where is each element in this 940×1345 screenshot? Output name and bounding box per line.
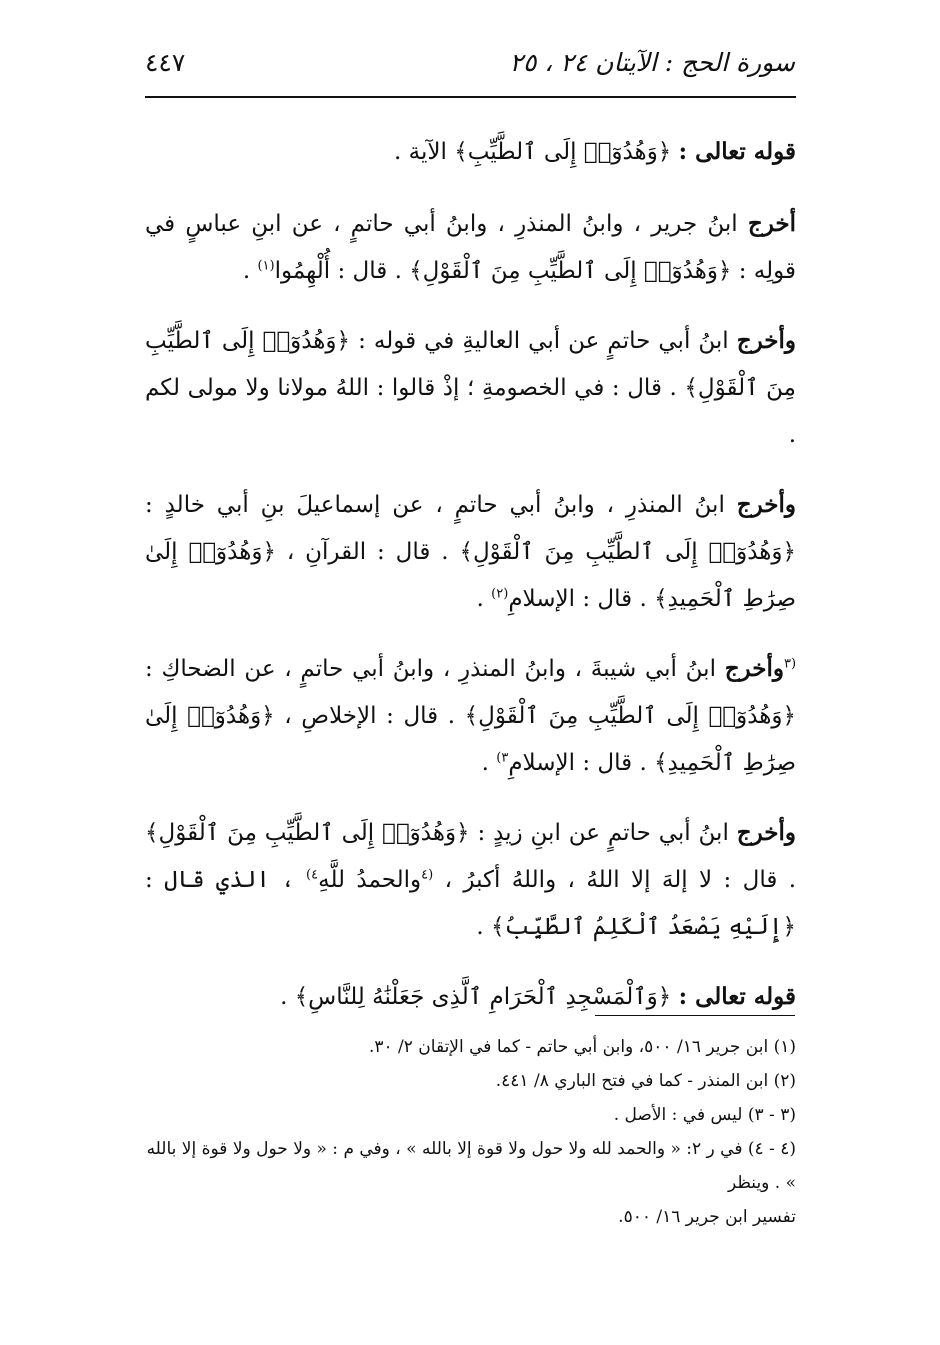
paragraph-1 bbox=[145, 200, 796, 295]
quran-quote: ﴿وَهُدُوٓا۟ إِلَى ٱلطَّيِّبِ مِنَ ٱلْقَوْلِ﴾ bbox=[409, 258, 732, 284]
footnote-ref: (٢) bbox=[491, 586, 509, 602]
quran-quote: ﴿وَهُدُوٓا۟ إِلَى ٱلطَّيِّبِ مِنَ ٱلْقَوْلِ﴾ bbox=[464, 703, 796, 729]
paragraph-tail: . قال : أُلْهِمُوا bbox=[274, 258, 402, 284]
quran-quote: ﴿وَهُدُوٓا۟ إِلَىٰ صِرَٰطِ ٱلْحَمِيدِ﴾ bbox=[145, 539, 796, 612]
paragraph-lead: وأخرج bbox=[736, 819, 797, 846]
paragraph-mid: . قال : القرآنِ ، bbox=[286, 539, 449, 565]
paragraph-text: ابنُ جرير ، وابنُ المنذرِ ، وابنُ أبي حاتمٍ ، عن ابنِ عباسٍ في قولِه : bbox=[145, 211, 796, 284]
heading-tail: الآية . bbox=[394, 139, 447, 165]
page-number: ٤٤٧ bbox=[145, 48, 186, 77]
paragraph-lead: وأخرج bbox=[736, 491, 796, 518]
footnote-ref: ٤) bbox=[306, 867, 319, 883]
page-header bbox=[145, 48, 795, 84]
paragraph-lead: أخرج bbox=[747, 210, 796, 237]
footnote-ref: ٣) bbox=[496, 750, 509, 766]
quran-quote: ﴿وَهُدُوٓا۟ إِلَى ٱلطَّيِّبِ﴾ bbox=[454, 139, 672, 165]
paragraph-mid: والحمدُ للَّهِ bbox=[318, 867, 422, 893]
paragraph-text: ابنُ أبي حاتمٍ عن أبي العاليةِ في قوله : bbox=[358, 328, 729, 354]
paragraph-end: . bbox=[476, 914, 484, 940]
paragraph-text: ابنُ أبي حاتمٍ عن ابنِ زيدٍ : bbox=[477, 820, 729, 846]
heading-lead: قوله تعالى : bbox=[678, 138, 796, 165]
paragraph-mid: . قال : الإخلاصِ ، bbox=[284, 703, 456, 729]
paragraph-2 bbox=[145, 317, 796, 459]
quran-quote: ﴿وَهُدُوٓا۟ إِلَى ٱلطَّيِّبِ مِنَ ٱلْقَوْلِ﴾ bbox=[459, 539, 796, 565]
quran-quote: ﴿وَهُدُوٓا۟ إِلَى ٱلطَّيِّبِ مِنَ ٱلْقَوْلِ﴾ bbox=[145, 820, 470, 846]
paragraph-lead: وأخرج bbox=[736, 327, 797, 354]
paragraph-5 bbox=[145, 809, 796, 951]
footnote-ref: (٤ bbox=[421, 867, 434, 883]
paragraph-mid: ، الذي قال : bbox=[145, 867, 295, 893]
paragraph-lead: وأخرج bbox=[724, 655, 784, 682]
quran-quote: ﴿وَهُدُوٓا۟ إِلَى ٱلطَّيِّبِ مِنَ ٱلْقَوْلِ﴾ bbox=[145, 328, 796, 401]
paragraph-4 bbox=[145, 645, 796, 787]
paragraph-end: . bbox=[476, 586, 484, 612]
paragraph-mid: . قال : لا إلهَ إلا اللهُ ، واللهُ أكبرُ ، bbox=[444, 867, 796, 893]
paragraph-tail: . قال : الإسلامِ bbox=[508, 586, 647, 612]
paragraph-end: . bbox=[242, 258, 251, 284]
quran-quote: ﴿إِلَيْهِ يَصْعَدُ ٱلْكَلِمُ ٱلطَّيِّبُ﴾ bbox=[491, 914, 796, 940]
footnote-ref: (٣ bbox=[783, 656, 797, 672]
footnote-4: (٤ - ٤) في ر ٢: « والحمد لله ولا حول ولا قوة إلا بالله » ، وفي م : « ولا حول ولا قوة إلا بالله » . وينظر bbox=[146, 1139, 796, 1193]
footnote-2: (٢) ابن المنذر - كما في فتح الباري ٨/ ٤٤١. bbox=[495, 1071, 796, 1091]
paragraph-text: ابنُ المنذرِ ، وابنُ أبي حاتمٍ ، عن إسماعيلَ بنِ أبي خالدٍ : bbox=[145, 492, 725, 518]
quran-quote: ﴿وَٱلْمَسْجِدِ ٱلْحَرَامِ ٱلَّذِى جَعَلْنَٰهُ لِلنَّاسِ﴾ bbox=[294, 984, 672, 1010]
footnotes bbox=[140, 1030, 796, 1234]
quran-quote: ﴿وَهُدُوٓا۟ إِلَىٰ صِرَٰطِ ٱلْحَمِيدِ﴾ bbox=[145, 703, 796, 776]
footnote-1: (١) ابن جرير ١٦/ ٥٠٠، وابن أبي حاتم - كما في الإتقان ٢/ ٣٠. bbox=[368, 1037, 796, 1057]
heading-lead: قوله تعالى : bbox=[678, 983, 796, 1010]
heading-tail: . bbox=[280, 984, 288, 1010]
running-title: سورة الحج : الآيتان ٢٤ ، ٢٥ bbox=[509, 48, 795, 77]
footnote-ref: (١) bbox=[257, 258, 275, 274]
main-text bbox=[145, 128, 796, 1045]
paragraph-text: ابنُ أبي شيبةَ ، وابنُ المنذرِ ، وابنُ أبي حاتمٍ ، عن الضحاكِ : bbox=[145, 656, 716, 682]
paragraph-tail: . قال : الإسلامِ bbox=[508, 750, 647, 776]
footnote-4-continued: تفسير ابن جرير ١٦/ ٥٠٠. bbox=[618, 1207, 796, 1227]
paragraph-tail: . قال : في الخصومةِ ؛ إذْ قالوا : اللهُ مولانا ولا مولى لكم . bbox=[145, 375, 796, 448]
header-rule bbox=[145, 96, 796, 98]
paragraph-3 bbox=[145, 481, 796, 623]
verse-heading-1 bbox=[145, 128, 796, 176]
footnote-3: (٣ - ٣) ليس في : الأصل . bbox=[613, 1105, 796, 1125]
verse-heading-2 bbox=[145, 973, 796, 1021]
paragraph-end: . bbox=[481, 750, 489, 776]
footnote-rule bbox=[595, 1015, 795, 1016]
